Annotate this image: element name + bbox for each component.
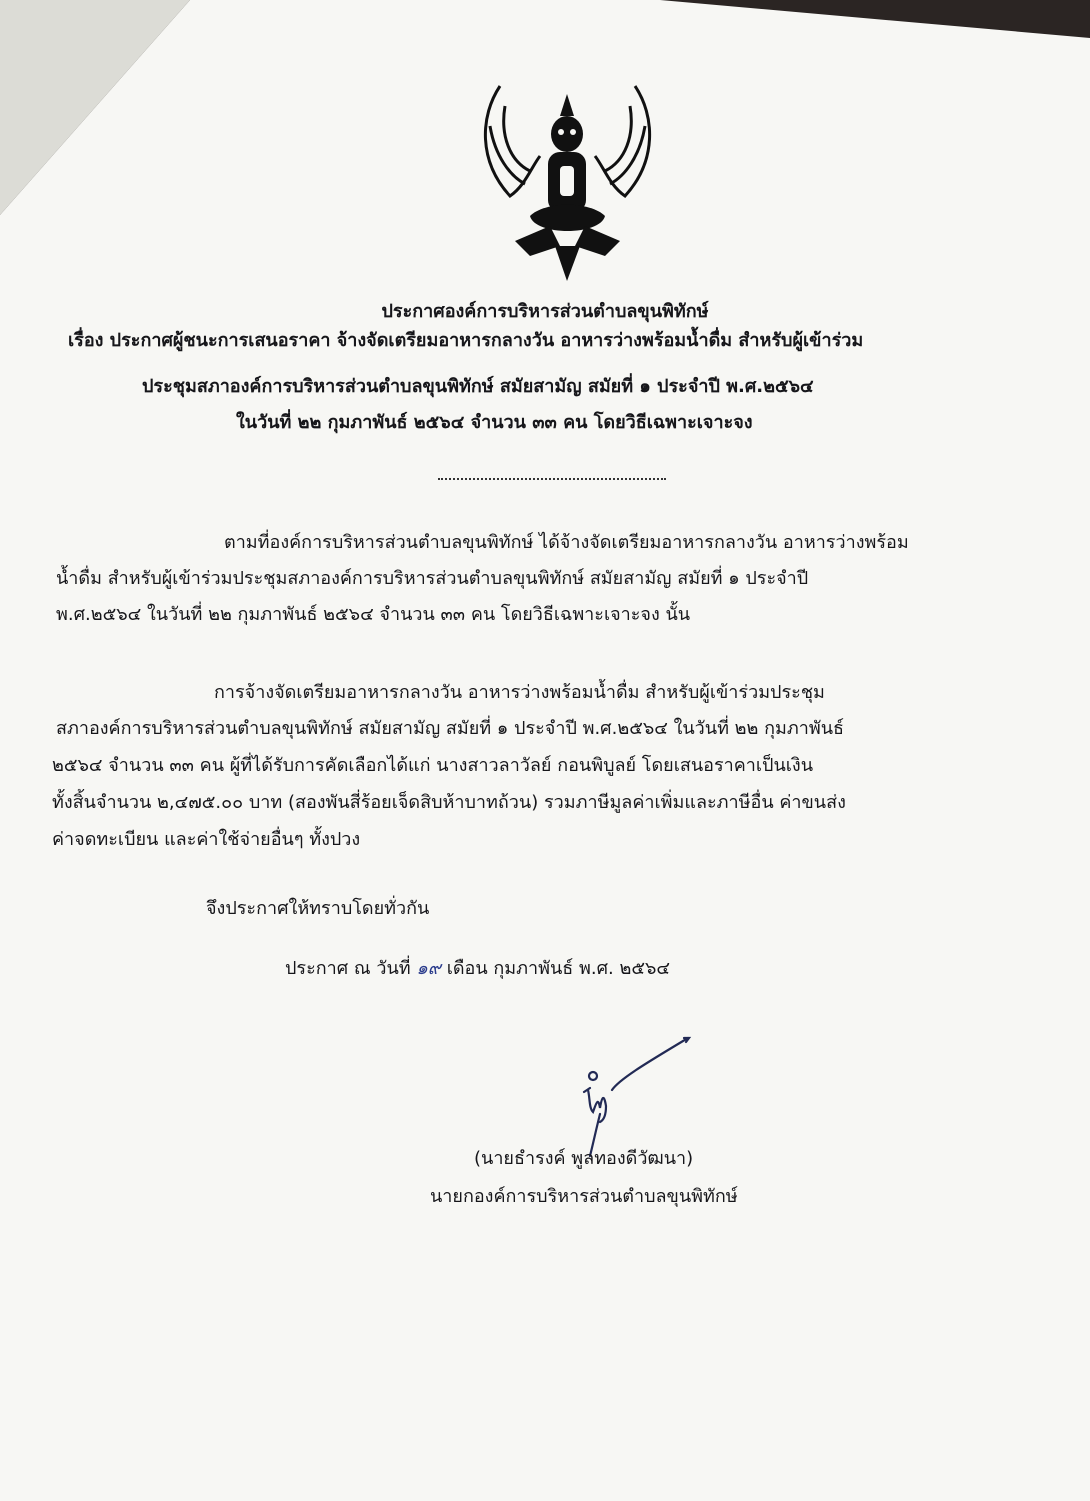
paragraph2-line: สภาองค์การบริหารส่วนตำบลขุนพิทักษ์ สมัยสามัญ สมัยที่ ๑ ประจำปี พ.ศ.๒๕๖๔ ในวันที่ ๒๒ กุมภาพันธ์ <box>56 718 845 739</box>
paragraph1-line: ตามที่องค์การบริหารส่วนตำบลขุนพิทักษ์ ได้จ้างจัดเตรียมอาหารกลางวัน อาหารว่างพร้อม <box>224 532 909 553</box>
paragraph2-line: การจ้างจัดเตรียมอาหารกลางวัน อาหารว่างพร้อมน้ำดื่ม สำหรับผู้เข้าร่วมประชุม <box>214 682 825 703</box>
paragraph2-line: ทั้งสิ้นจำนวน ๒,๔๗๕.๐๐ บาท (สองพันสี่ร้อยเจ็ดสิบห้าบาทถ้วน) รวมภาษีมูลค่าเพิ่มและภาษีอื่น ค่าขนส่ง <box>52 792 846 813</box>
subject-line-1: เรื่อง ประกาศผู้ชนะการเสนอราคา จ้างจัดเตรียมอาหารกลางวัน อาหารว่างพร้อมน้ำดื่ม สำหรับผู้เข้าร่วม <box>68 330 864 351</box>
handwritten-signature <box>560 1032 700 1162</box>
paragraph2-line: ๒๕๖๔ จำนวน ๓๓ คน ผู้ที่ได้รับการคัดเลือกได้แก่ นางสาวลาวัลย์ กอนพิบูลย์ โดยเสนอราคาเป็นเงิน <box>52 755 814 776</box>
title-divider <box>438 478 666 480</box>
subject-line-2: ประชุมสภาองค์การบริหารส่วนตำบลขุนพิทักษ์ สมัยสามัญ สมัยที่ ๑ ประจำปี พ.ศ.๒๕๖๔ <box>142 376 814 397</box>
paragraph1-line: น้ำดื่ม สำหรับผู้เข้าร่วมประชุมสภาองค์การบริหารส่วนตำบลขุนพิทักษ์ สมัยสามัญ สมัยที่ ๑ ประจำปี <box>56 568 809 589</box>
garuda-emblem-icon <box>470 66 665 291</box>
closing-statement: จึงประกาศให้ทราบโดยทั่วกัน <box>206 898 430 919</box>
document-title: ประกาศองค์การบริหารส่วนตำบลขุนพิทักษ์ <box>381 301 709 322</box>
date-prefix: ประกาศ ณ วันที่ <box>285 958 411 979</box>
paragraph2-line: ค่าจดทะเบียน และค่าใช้จ่ายอื่นๆ ทั้งปวง <box>52 829 361 850</box>
paragraph1-line: พ.ศ.๒๕๖๔ ในวันที่ ๒๒ กุมภาพันธ์ ๒๕๖๔ จำนวน ๓๓ คน โดยวิธีเฉพาะเจาะจง นั้น <box>56 604 691 625</box>
handwritten-day: ๑๙ <box>416 958 441 979</box>
subject-line-3: ในวันที่ ๒๒ กุมภาพันธ์ ๒๕๖๔ จำนวน ๓๓ คน โดยวิธีเฉพาะเจาะจง <box>236 412 753 433</box>
date-suffix: เดือน กุมภาพันธ์ พ.ศ. ๒๕๖๔ <box>446 958 670 979</box>
signatory-position: นายกองค์การบริหารส่วนตำบลขุนพิทักษ์ <box>430 1186 738 1207</box>
signatory-name: (นายธำรงค์ พูลทองดีวัฒนา) <box>474 1148 694 1169</box>
announcement-date <box>285 958 670 980</box>
